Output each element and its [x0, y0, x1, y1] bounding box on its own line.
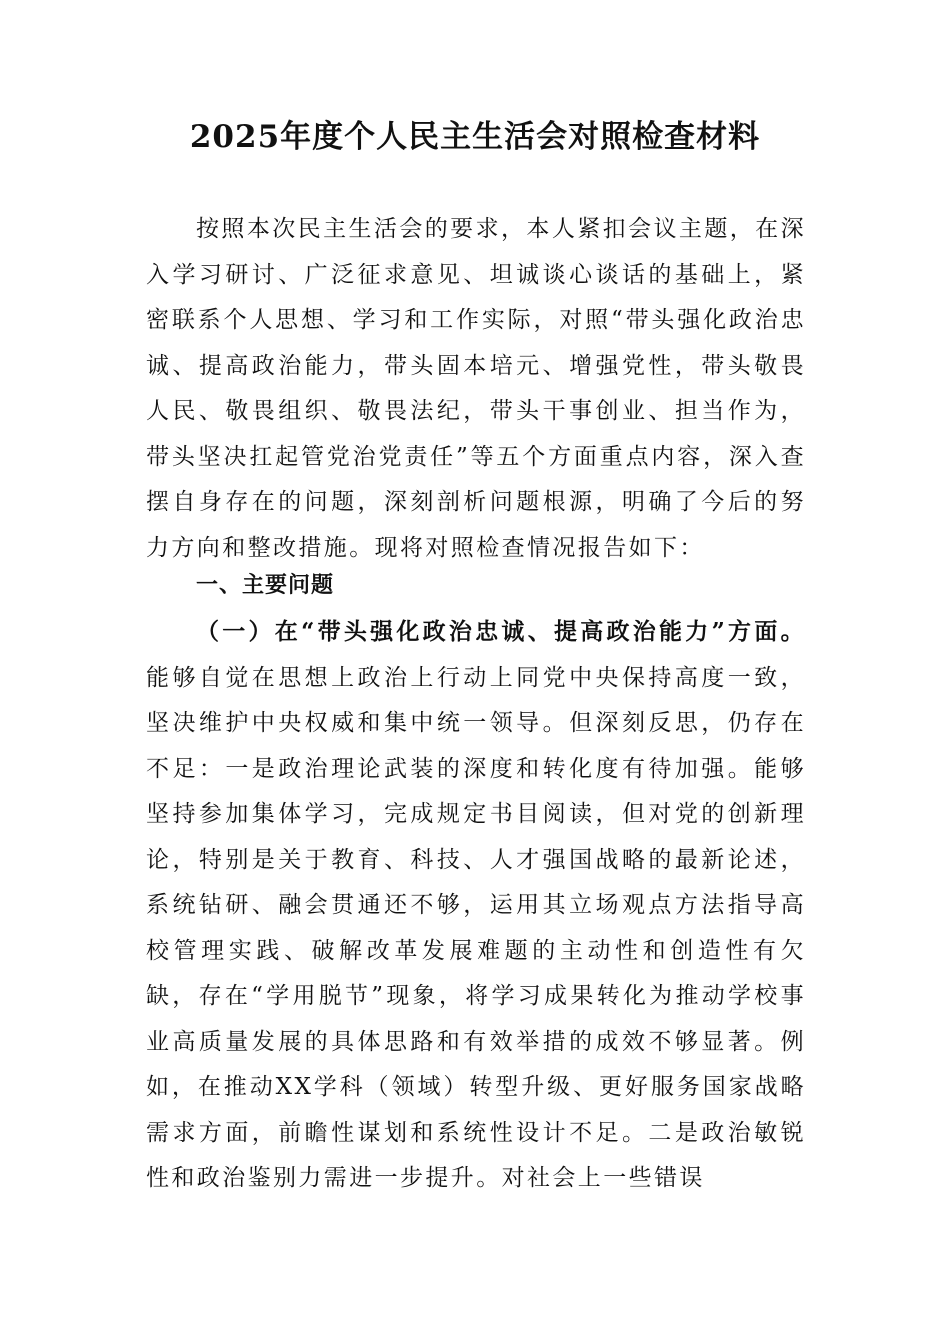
subsection-paragraph — [146, 609, 806, 1202]
section-heading: 一、主要问题 — [196, 573, 335, 598]
subsection-heading: （一）在“带头强化政治忠诚、提高政治能力”方面。 — [196, 618, 806, 645]
document-title: 2025年度个人民主生活会对照检查材料 — [189, 119, 761, 155]
subsection-body: 能够自觉在思想上政治上行动上同党中央保持高度一致，坚决维护中央权威和集中统一领导。但深刻反思，仍存在不足：一是政治理论武装的深度和转化度有待加强。能够坚持参加集体学习，完成规定书目阅读，但对党的创新理论，特别是关于教育、科技、人才强国战略的最新论述，系统钻研、融会贯通还不够，运用其立场观点方法指导高校管理实践、破解改革发展难题的主动性和创造性有欠缺，存在“学用脱节”现象，将学习成果转化为推动学校事业高质量发展的具体思路和有效举措的成效不够显著。例如，在推动XX学科（领域）转型升级、更好服务国家战略需求方面，前瞻性谋划和系统性设计不足。二是政治敏锐性和政治鉴别力需进一步提升。对社会上一些错误 — [146, 664, 806, 1191]
intro-paragraph: 按照本次民主生活会的要求，本人紧扣会议主题，在深入学习研讨、广泛征求意见、坦诚谈心谈话的基础上，紧密联系个人思想、学习和工作实际，对照“带头强化政治忠诚、提高政治能力，带头固本培元、增强党性，带头敬畏人民、敬畏组织、敬畏法纪，带头干事创业、担当作为，带头坚决扛起管党治党责任”等五个方面重点内容，深入查摆自身存在的问题，深刻剖析问题根源，明确了今后的努力方向和整改措施。现将对照检查情况报告如下： — [146, 216, 806, 561]
